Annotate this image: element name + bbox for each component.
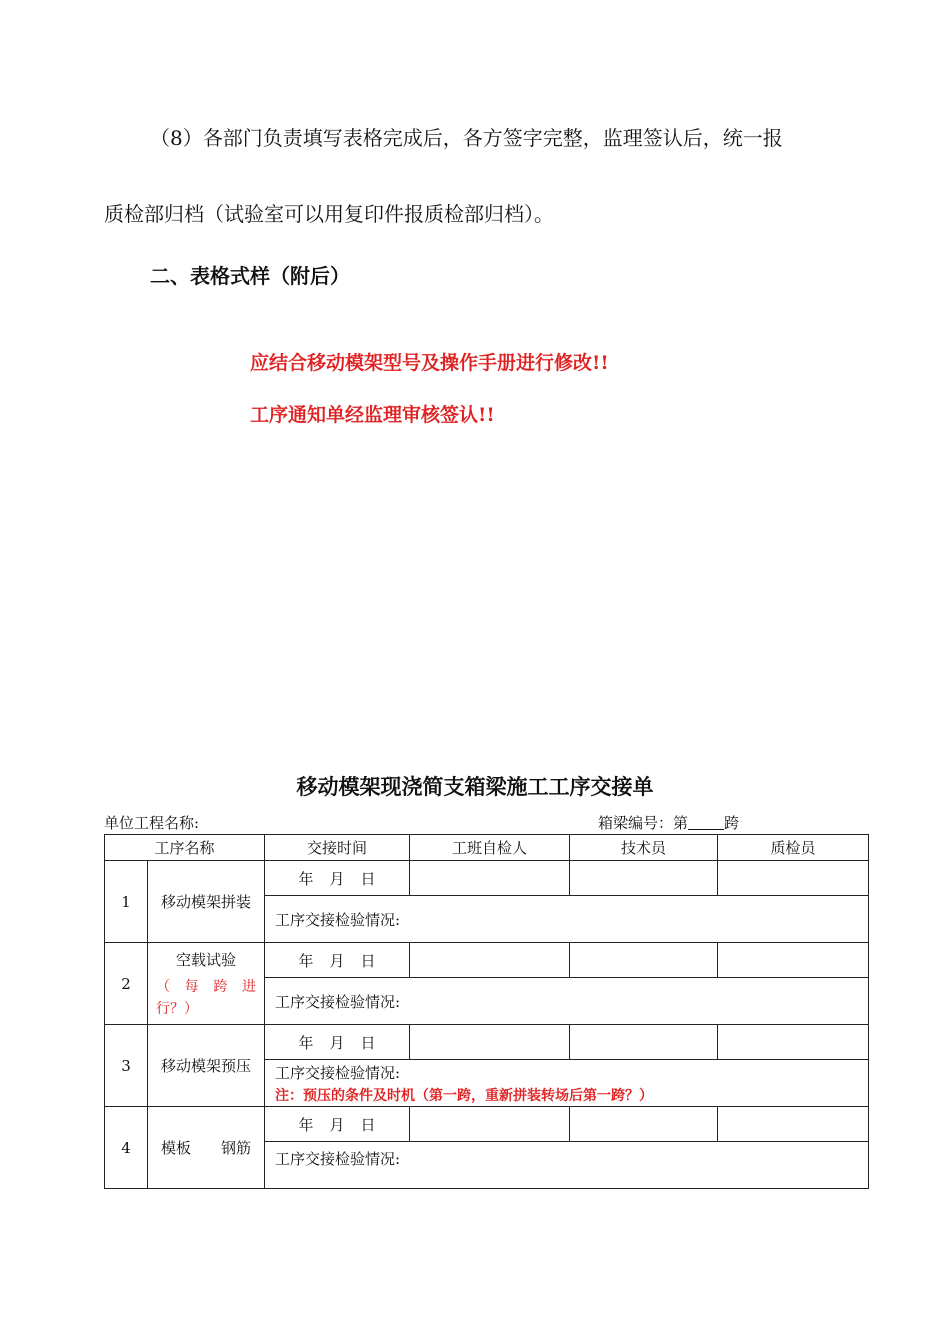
process-name (148, 943, 265, 1025)
row-number: 1 (105, 861, 148, 943)
date-cell[interactable]: 年 月 日 (265, 1107, 410, 1142)
header-handover-time: 交接时间 (265, 835, 410, 861)
box-girder-number (598, 813, 739, 833)
inspection-status-cell[interactable]: 工序交接检验情况: (265, 896, 869, 943)
crew-signature-cell[interactable] (410, 861, 570, 896)
crew-signature-cell[interactable] (410, 1107, 570, 1142)
row-number: 4 (105, 1107, 148, 1189)
header-technician: 技术员 (570, 835, 718, 861)
table-header-row (105, 835, 869, 861)
technician-signature-cell[interactable] (570, 1025, 718, 1060)
quality-signature-cell[interactable] (718, 1107, 869, 1142)
box-girder-suffix: 跨 (724, 814, 740, 832)
handover-table (104, 834, 869, 1189)
section-heading: 二、表格式样（附后） (150, 264, 350, 288)
inspection-status-cell[interactable]: 工序交接检验情况: 注：预压的条件及时机（第一跨，重新拼装转场后第一跨？） (265, 1060, 869, 1107)
span-number-blank[interactable] (688, 813, 724, 830)
unit-project-label: 单位工程名称: (104, 814, 200, 832)
row-number: 3 (105, 1025, 148, 1107)
table-row (105, 861, 869, 896)
process-name: 移动模架拼装 (148, 861, 265, 943)
quality-signature-cell[interactable] (718, 1025, 869, 1060)
process-remark: （ 每 跨 进 (156, 979, 257, 995)
process-name: 移动模架预压 (148, 1025, 265, 1107)
crew-signature-cell[interactable] (410, 943, 570, 978)
table-row (105, 1107, 869, 1142)
paragraph-8-continued: 质检部归档（试验室可以用复印件报质检部归档）。 (104, 202, 554, 226)
date-cell[interactable]: 年 月 日 (265, 1025, 410, 1060)
header-crew-inspector: 工班自检人 (410, 835, 570, 861)
table-row (105, 943, 869, 978)
process-name: 模板 钢筋 (148, 1107, 265, 1189)
box-girder-label: 箱梁编号：第 (598, 814, 689, 832)
technician-signature-cell[interactable] (570, 1107, 718, 1142)
date-cell[interactable]: 年 月 日 (265, 861, 410, 896)
paragraph-8: （8）各部门负责填写表格完成后，各方签字完整，监理签认后，统一报 (150, 126, 783, 150)
red-note-supervision: 工序通知单经监理审核签认!! (250, 404, 495, 426)
quality-signature-cell[interactable] (718, 943, 869, 978)
technician-signature-cell[interactable] (570, 861, 718, 896)
form-title: 移动模架现浇简支箱梁施工工序交接单 (296, 774, 654, 799)
process-remark-continued: 行？） (156, 1001, 198, 1017)
date-cell[interactable]: 年 月 日 (265, 943, 410, 978)
row-number: 2 (105, 943, 148, 1025)
table-row (105, 1025, 869, 1060)
red-note-modify: 应结合移动模架型号及操作手册进行修改!! (250, 352, 609, 374)
header-quality-inspector: 质检员 (718, 835, 869, 861)
inspection-status-cell[interactable]: 工序交接检验情况: (265, 1142, 869, 1189)
inspection-status-cell[interactable]: 工序交接检验情况: (265, 978, 869, 1025)
quality-signature-cell[interactable] (718, 861, 869, 896)
crew-signature-cell[interactable] (410, 1025, 570, 1060)
preload-note: 注：预压的条件及时机（第一跨，重新拼装转场后第一跨？） (275, 1087, 654, 1104)
header-process-name: 工序名称 (105, 835, 265, 861)
technician-signature-cell[interactable] (570, 943, 718, 978)
process-name-text: 空载试验 (176, 951, 237, 969)
